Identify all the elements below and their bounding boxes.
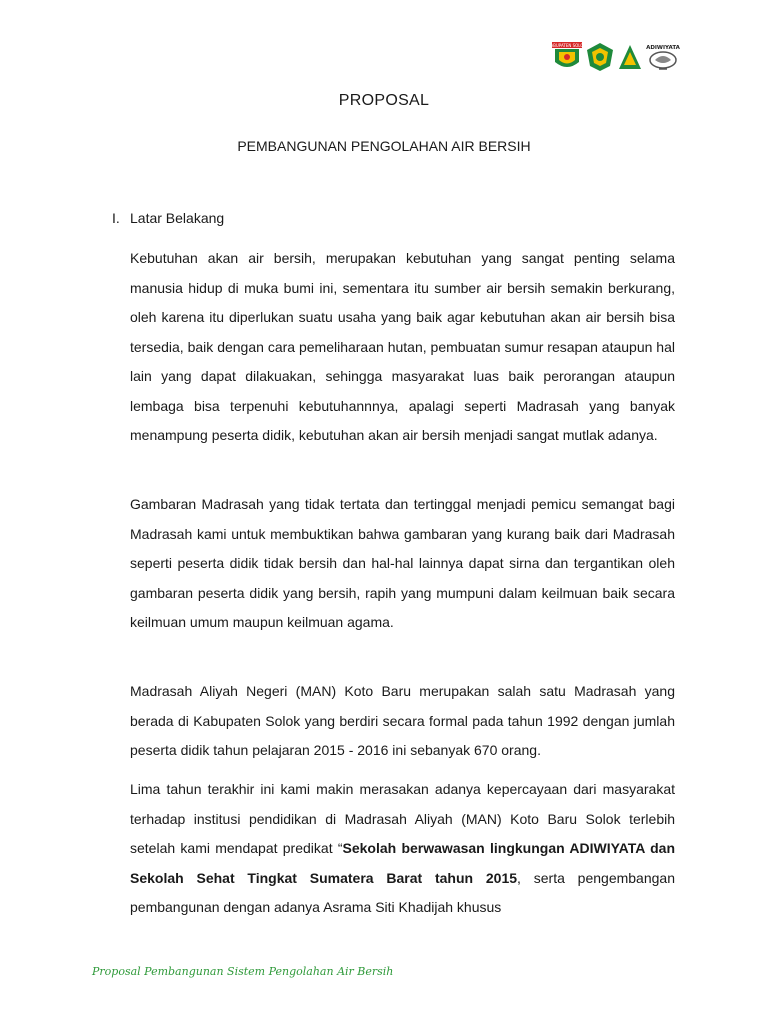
paragraph-2: Gambaran Madrasah yang tidak tertata dan tertinggal menjadi pemicu semangat bagi Madrasah kami untuk membuktikan bahwa gambaran yang kurang baik dari Madrasah seperti peserta didik tidak bersih dan hal-hal lainnya dapat sirna dan tergantikan oleh gambaran peserta didik yang bersih, rapih yang mumpuni dalam keilmuan baik secara keilmuan umum maupun keilmuan agama. bbox=[130, 496, 675, 630]
adiwiyata-logo bbox=[646, 42, 680, 72]
adiwiyata-logo-text: ADIWIYATA bbox=[646, 45, 680, 51]
section-title: Latar Belakang bbox=[130, 210, 225, 226]
ministry-religion-logo bbox=[586, 42, 614, 72]
document-subtitle: PEMBANGUNAN PENGOLAHAN AIR BERSIH bbox=[237, 138, 531, 154]
paragraph-4 bbox=[130, 775, 675, 923]
paragraph-4-bold: Sekolah berwawasan lingkungan ADIWIYATA dan Sekolah Sehat Tingkat Sumatera Barat tahun 2015 bbox=[130, 840, 676, 886]
document-title: PROPOSAL bbox=[338, 92, 430, 109]
section-number: I. bbox=[112, 210, 120, 226]
paragraph-4-end: , serta pengembangan pembangunan dengan adanya Asrama Siti Khadijah khusus bbox=[130, 869, 675, 915]
regency-crest-text: KABUPATEN SOLOK bbox=[547, 43, 587, 48]
regency-crest-logo bbox=[547, 42, 587, 72]
section-heading bbox=[112, 210, 224, 226]
paragraph-3: Madrasah Aliyah Negeri (MAN) Koto Baru merupakan salah satu Madrasah yang berada di Kabupaten Solok yang berdiri secara formal pada tahun 1992 dengan jumlah peserta didik tahun pelajaran 2015 - 2016 ini sebanyak 670 orang. bbox=[130, 683, 675, 758]
page-footer: Proposal Pembangunan Sistem Pengolahan Air Bersih bbox=[92, 965, 394, 978]
paragraph-4-start: Lima tahun terakhir ini kami makin merasakan adanya kepercayaan dari masyarakat terhadap institusi pendidikan di Madrasah Aliyah (MAN) Koto Baru Solok terlebih setelah kami mendapat predikat “ bbox=[130, 781, 675, 856]
paragraph-1: Kebutuhan akan air bersih, merupakan kebutuhan yang sangat penting selama manusia hidup di muka bumi ini, sementara itu sumber air bersih semakin berkurang, oleh karena itu diperlukan suatu usaha yang baik agar kebutuhan akan air bersih bisa tersedia, baik dengan cara pemeliharaan hutan, pembuatan sumur resapan ataupun hal lain yang dapat dilakuakan, sehingga masyarakat luas baik perorangan ataupun lembaga bisa terpenuhi kebutuhannnya, apalagi seperti Madrasah yang banyak menampung peserta didik, kebutuhan akan air bersih menjadi sangat mutlak adanya. bbox=[130, 250, 675, 443]
header-logos bbox=[547, 42, 680, 72]
green-triangle-logo bbox=[618, 43, 642, 71]
